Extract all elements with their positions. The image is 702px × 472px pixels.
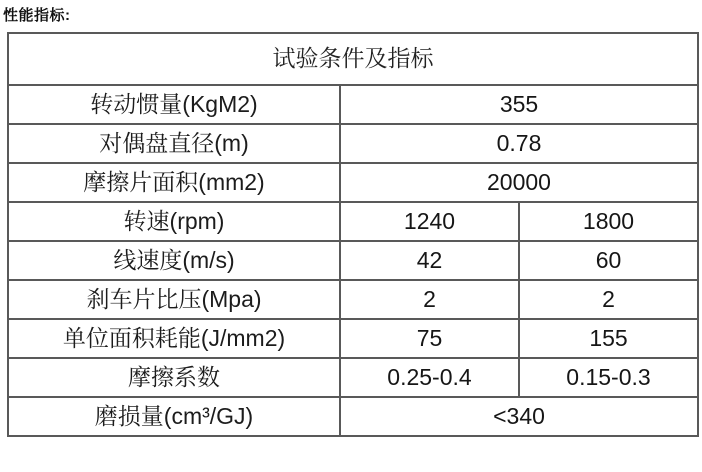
page-heading: 性能指标: [3, 7, 71, 24]
table-row-rpm [8, 202, 698, 241]
row-label-pad-pressure: 刹车片比压(Mpa) [8, 280, 340, 319]
row-value-pad-pressure-1: 2 [340, 280, 519, 319]
row-value-rpm-2: 1800 [519, 202, 698, 241]
row-value-rpm-1: 1240 [340, 202, 519, 241]
row-label-energy-per-area: 单位面积耗能(J/mm2) [8, 319, 340, 358]
table-title: 试验条件及指标 [8, 33, 698, 85]
row-value-linear-speed-1: 42 [340, 241, 519, 280]
table-row-pad-pressure [8, 280, 698, 319]
table-row-friction-area [8, 163, 698, 202]
row-value-linear-speed-2: 60 [519, 241, 698, 280]
table-row-friction-coefficient [8, 358, 698, 397]
table-row-linear-speed [8, 241, 698, 280]
row-label-friction-area: 摩擦片面积(mm2) [8, 163, 340, 202]
table-row-wear-rate [8, 397, 698, 436]
row-value-energy-per-area-1: 75 [340, 319, 519, 358]
row-value-friction-coefficient-1: 0.25-0.4 [340, 358, 519, 397]
row-value-pad-pressure-2: 2 [519, 280, 698, 319]
row-label-disc-diameter: 对偶盘直径(m) [8, 124, 340, 163]
table-row-disc-diameter [8, 124, 698, 163]
table-title-row [8, 33, 698, 85]
row-value-friction-coefficient-2: 0.15-0.3 [519, 358, 698, 397]
row-label-rpm: 转速(rpm) [8, 202, 340, 241]
row-value-disc-diameter: 0.78 [340, 124, 698, 163]
spec-table [7, 32, 699, 437]
table-row-inertia [8, 85, 698, 124]
row-label-inertia: 转动惯量(KgM2) [8, 85, 340, 124]
row-value-inertia: 355 [340, 85, 698, 124]
row-label-linear-speed: 线速度(m/s) [8, 241, 340, 280]
row-value-friction-area: 20000 [340, 163, 698, 202]
row-value-energy-per-area-2: 155 [519, 319, 698, 358]
row-value-wear-rate: <340 [340, 397, 698, 436]
row-label-wear-rate: 磨损量(cm³/GJ) [8, 397, 340, 436]
row-label-friction-coefficient: 摩擦系数 [8, 358, 340, 397]
table-row-energy-per-area [8, 319, 698, 358]
